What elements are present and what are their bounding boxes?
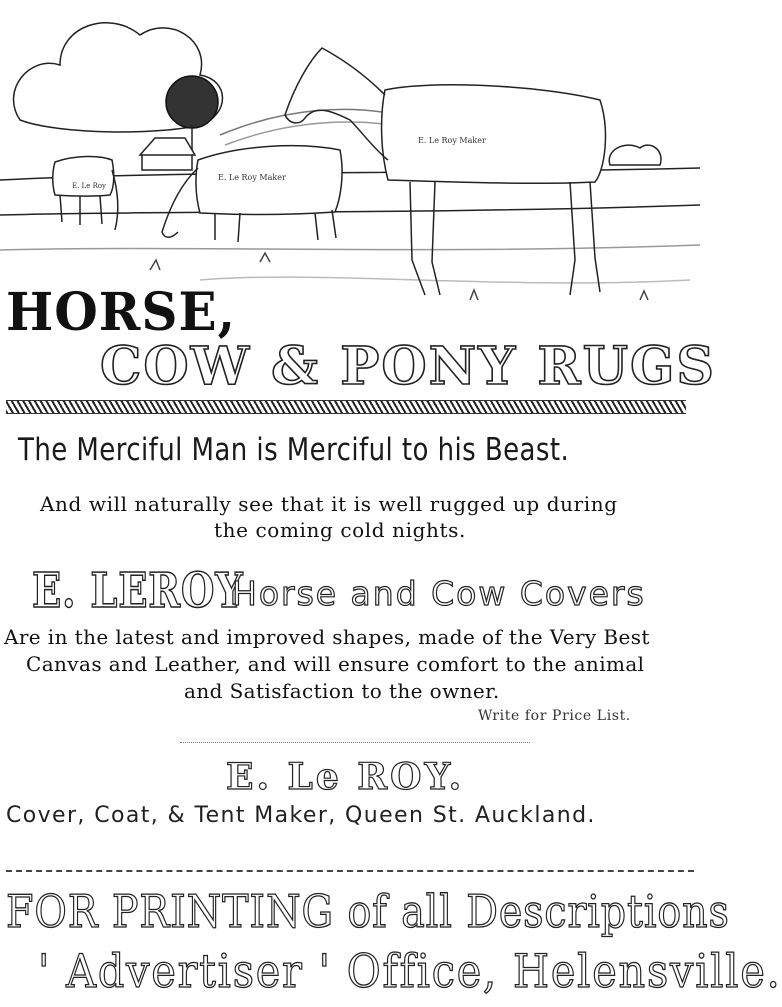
large-horse-rug: [382, 85, 606, 183]
description-line-1: Are in the latest and improved shapes, made of the Very Best: [4, 625, 650, 649]
rug-label-large: E. Le Roy Maker: [418, 136, 486, 145]
motto-heading: The Merciful Man is Merciful to his Beast.: [18, 432, 570, 468]
dashed-divider: [6, 870, 694, 872]
cloud-right: [609, 145, 661, 165]
maker-name: E. Le ROY.: [226, 756, 465, 798]
tree-canopy: [166, 76, 218, 128]
description-line-2: Canvas and Leather, and will ensure comfort to the animal: [26, 652, 645, 676]
printing-ad-line-1: FOR PRINTING of all Descriptions: [6, 885, 730, 938]
large-horse-head: [285, 48, 388, 160]
small-horse-rug: [53, 156, 114, 196]
rug-label-small: E. Le Roy: [72, 182, 107, 190]
description-line-3: and Satisfaction to the owner.: [184, 679, 500, 703]
headline-horse: HORSE,: [6, 280, 236, 343]
rug-label-medium: E. Le Roy Maker: [218, 173, 286, 182]
thin-divider: [180, 742, 530, 743]
farm-house: [140, 138, 195, 170]
maker-trades: Cover, Coat, & Tent Maker, Queen St. Auckland.: [6, 803, 596, 828]
horse-rug-illustration: [0, 0, 700, 300]
printing-ad-line-2: ' Advertiser ' Office, Helensville.: [38, 944, 782, 998]
intro-line-1: And will naturally see that it is well rugged up during: [40, 492, 618, 516]
hatched-divider: [6, 400, 686, 414]
brand-name: E. LEROY: [32, 563, 244, 619]
headline-rugs: COW & PONY RUGS: [100, 336, 716, 397]
price-list-note: Write for Price List.: [478, 708, 631, 724]
large-horse-legs: [410, 182, 600, 295]
intro-line-2: the coming cold nights.: [214, 518, 466, 542]
product-title: Horse and Cow Covers: [232, 574, 646, 613]
